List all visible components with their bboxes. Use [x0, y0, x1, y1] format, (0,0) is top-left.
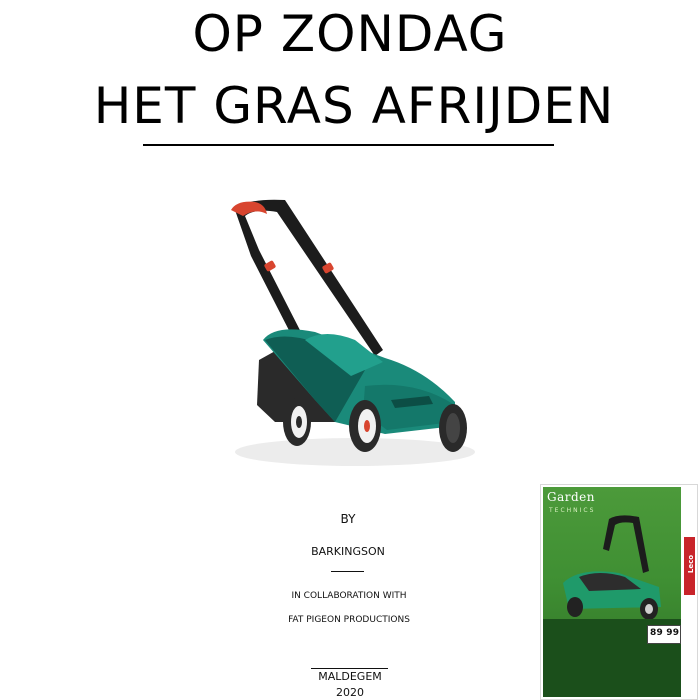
- price-tag: [647, 625, 681, 644]
- lawn-mower-icon: [215, 190, 485, 480]
- author-name: BARKINGSON: [311, 545, 385, 558]
- price-value: 89 99: [650, 628, 680, 638]
- wheel-front-left: [349, 400, 381, 452]
- advert-logo-sub: TECHNICS: [549, 507, 596, 514]
- wheel-front-right: [439, 404, 467, 452]
- author-underline: [331, 571, 364, 572]
- cover-title-line-1: OP ZONDAG: [192, 5, 508, 63]
- place-name: MALDEGEM: [318, 670, 382, 683]
- advert-mower-icon: [549, 511, 679, 621]
- place-overline: [311, 668, 388, 669]
- retailer-name: Leco: [687, 554, 696, 574]
- advert-logo-word: Garden: [547, 490, 595, 504]
- cover-title-line-2: HET GRAS AFRIJDEN: [93, 77, 615, 135]
- advert-thumbnail: [540, 484, 698, 700]
- by-label: BY: [340, 512, 356, 526]
- title-underline: [143, 144, 554, 146]
- collaborator-name: FAT PIGEON PRODUCTIONS: [288, 615, 410, 625]
- collaboration-label: IN COLLABORATION WITH: [291, 591, 407, 601]
- publication-year: 2020: [336, 686, 364, 699]
- wheel-rear-left: [283, 398, 311, 446]
